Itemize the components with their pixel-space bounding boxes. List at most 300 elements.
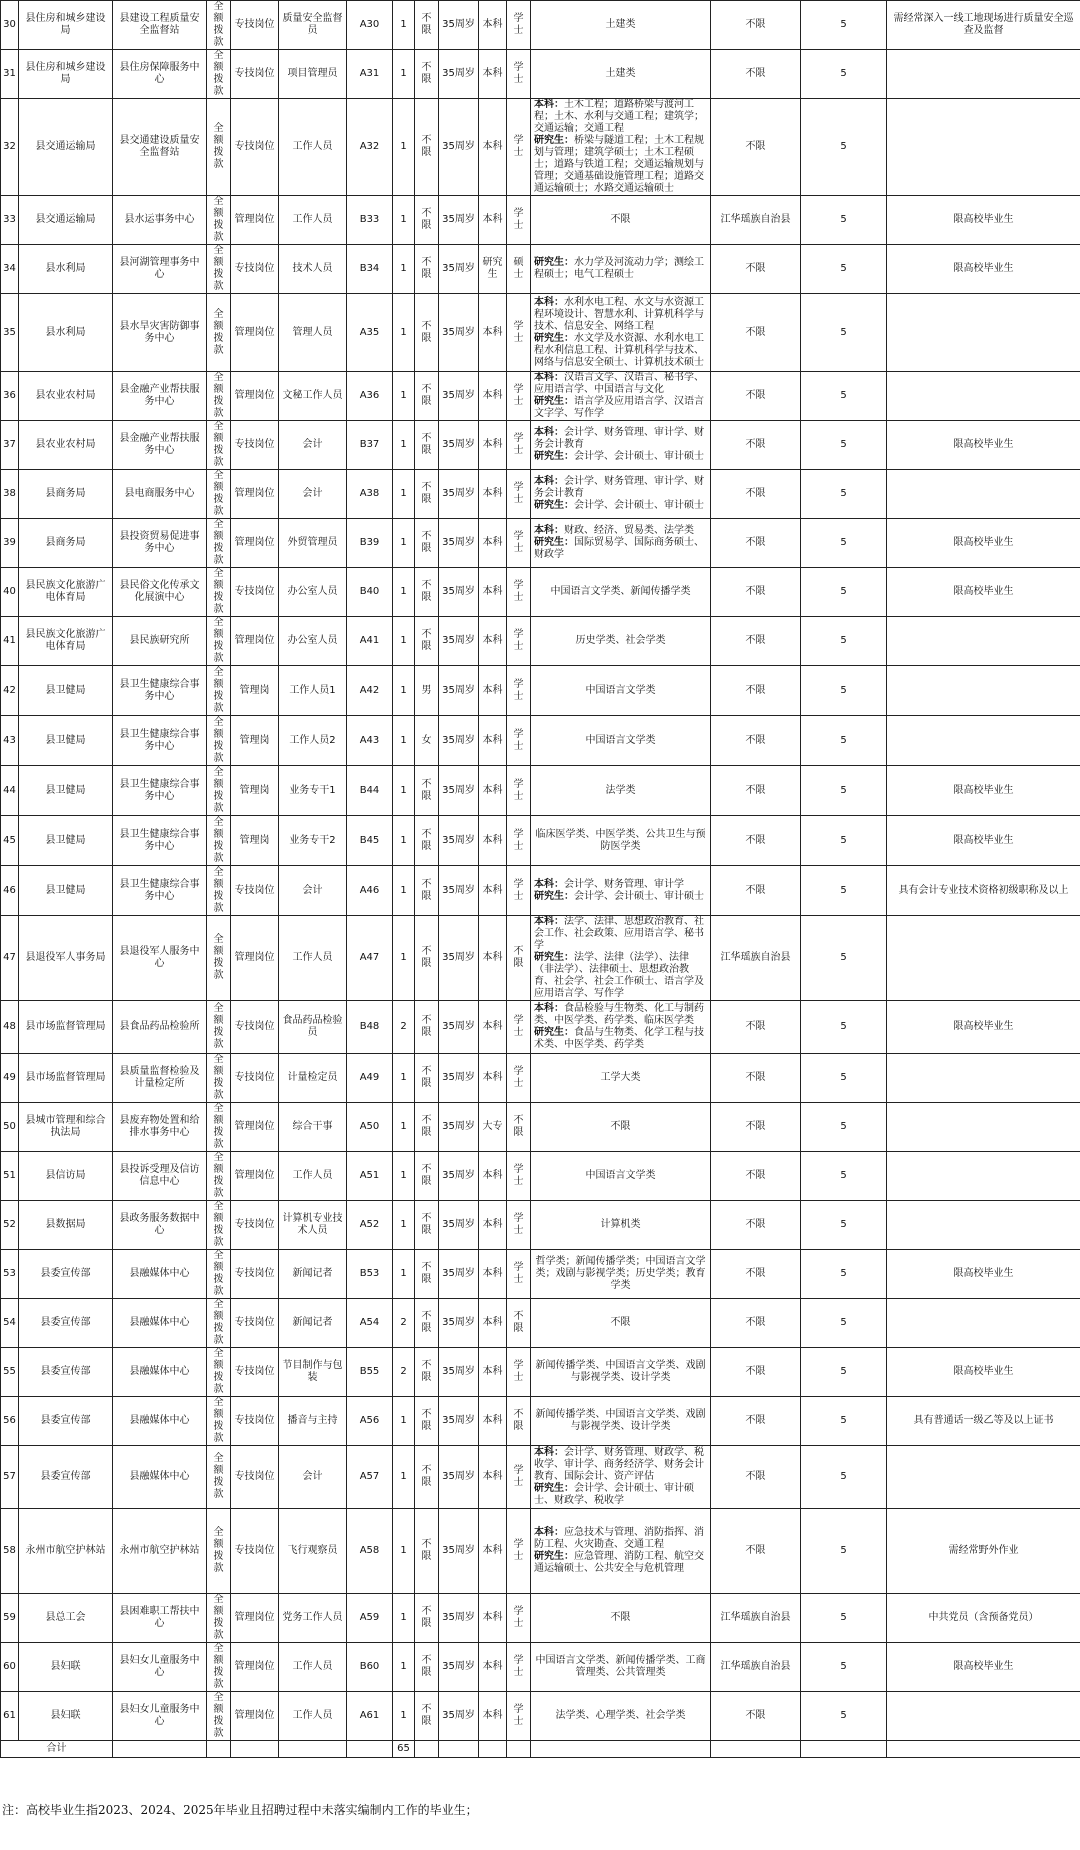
major-line-label: 研究生：	[534, 537, 574, 548]
major-line	[534, 1121, 707, 1133]
major-line	[534, 19, 707, 31]
cell-number: 35	[1, 294, 19, 372]
cell-age-limit: 35周岁	[439, 916, 479, 1001]
cell-education: 本科	[479, 1446, 507, 1509]
cell-headcount: 2	[393, 1001, 415, 1054]
major-line	[534, 735, 707, 747]
cell-post-category: 管理岗位	[231, 916, 279, 1001]
cell-ratio: 5	[801, 1299, 887, 1348]
cell-degree: 学士	[507, 50, 531, 99]
cell-age-limit: 35周岁	[439, 1692, 479, 1741]
cell-ratio: 5	[801, 470, 887, 519]
major-line-text: 桥梁与隧道工程；土木工程规划与管理；建筑学硕士；土木工程硕士；道路与铁道工程；交通运输规划与管理；交通基础设施管理工程；道路交通运输硕士；水路交通运输硕士	[534, 135, 704, 194]
major-line-label: 本科：	[534, 99, 564, 110]
cell-department: 县交通运输局	[19, 99, 113, 196]
total-cell-major	[531, 1741, 711, 1758]
cell-department: 县委宣传部	[19, 1348, 113, 1397]
cell-post-name: 业务专干2	[279, 816, 347, 866]
cell-post-code: A51	[347, 1152, 393, 1201]
cell-department: 县信访局	[19, 1152, 113, 1201]
cell-number: 46	[1, 866, 19, 916]
cell-funding-type: 全额拨款	[207, 866, 231, 916]
cell-headcount: 1	[393, 916, 415, 1001]
cell-gender: 不限	[415, 245, 439, 294]
cell-unit: 县妇女儿童服务中心	[113, 1692, 207, 1741]
cell-post-category: 专技岗位	[231, 1, 279, 50]
cell-funding-type: 全额拨款	[207, 421, 231, 470]
total-cell-other	[887, 1741, 1080, 1758]
cell-gender: 不限	[415, 1397, 439, 1446]
cell-other-requirements: 限高校毕业生	[887, 766, 1080, 816]
cell-headcount: 1	[393, 1, 415, 50]
cell-origin: 不限	[711, 1509, 801, 1594]
cell-unit: 县融媒体中心	[113, 1299, 207, 1348]
cell-gender: 不限	[415, 50, 439, 99]
cell-major	[531, 1348, 711, 1397]
cell-ratio: 5	[801, 245, 887, 294]
cell-education: 本科	[479, 1054, 507, 1103]
cell-degree: 学士	[507, 1001, 531, 1054]
cell-funding-type: 全额拨款	[207, 916, 231, 1001]
cell-ratio: 5	[801, 816, 887, 866]
cell-ratio: 5	[801, 1397, 887, 1446]
cell-major	[531, 470, 711, 519]
cell-unit: 县废弃物处置和给排水事务中心	[113, 1103, 207, 1152]
cell-post-name: 会计	[279, 470, 347, 519]
cell-education: 本科	[479, 470, 507, 519]
cell-unit: 县建设工程质量安全监督站	[113, 1, 207, 50]
major-line	[534, 1072, 707, 1084]
cell-post-name: 工作人员	[279, 916, 347, 1001]
cell-degree: 不限	[507, 1103, 531, 1152]
major-line-label: 研究生：	[534, 1551, 574, 1562]
cell-gender: 不限	[415, 1, 439, 50]
cell-unit: 县退役军人服务中心	[113, 916, 207, 1001]
cell-post-code: A49	[347, 1054, 393, 1103]
cell-department: 县住房和城乡建设局	[19, 1, 113, 50]
cell-unit: 县融媒体中心	[113, 1348, 207, 1397]
cell-origin: 不限	[711, 1250, 801, 1299]
cell-other-requirements: 中共党员（含预备党员）	[887, 1594, 1080, 1643]
cell-education: 本科	[479, 666, 507, 716]
cell-post-name: 食品药品检验员	[279, 1001, 347, 1054]
major-line	[534, 685, 707, 697]
cell-post-name: 播音与主持	[279, 1397, 347, 1446]
cell-funding-type: 全额拨款	[207, 1692, 231, 1741]
cell-headcount: 1	[393, 1054, 415, 1103]
cell-age-limit: 35周岁	[439, 1509, 479, 1594]
cell-age-limit: 35周岁	[439, 816, 479, 866]
cell-number: 44	[1, 766, 19, 816]
cell-department: 县住房和城乡建设局	[19, 50, 113, 99]
cell-gender: 不限	[415, 372, 439, 421]
total-row	[1, 1741, 1080, 1758]
major-line	[534, 879, 707, 891]
cell-education: 本科	[479, 421, 507, 470]
cell-funding-type: 全额拨款	[207, 617, 231, 666]
cell-department: 县卫健局	[19, 666, 113, 716]
cell-major	[531, 916, 711, 1001]
major-line-label: 本科：	[534, 427, 564, 438]
cell-funding-type: 全额拨款	[207, 1001, 231, 1054]
major-line-text: 哲学类；新闻传播学类；中国语言文学类；戏剧与影视学类；历史学类；教育学类	[535, 1256, 706, 1291]
cell-post-code: A36	[347, 372, 393, 421]
major-line-text: 会计学、财务管理、财政学、税收学、审计学、商务经济学、财务会计教育、国际会计、资产评估	[534, 1447, 704, 1482]
cell-department: 县数据局	[19, 1201, 113, 1250]
cell-headcount: 1	[393, 617, 415, 666]
cell-other-requirements: 需经常野外作业	[887, 1509, 1080, 1594]
cell-age-limit: 35周岁	[439, 421, 479, 470]
cell-department: 永州市航空护林站	[19, 1509, 113, 1594]
cell-other-requirements: 限高校毕业生	[887, 421, 1080, 470]
cell-origin: 不限	[711, 816, 801, 866]
major-line-text: 法学类、心理学类、社会学类	[555, 1710, 686, 1721]
cell-degree: 学士	[507, 1, 531, 50]
cell-funding-type: 全额拨款	[207, 766, 231, 816]
table-row	[1, 421, 1080, 470]
major-line	[534, 451, 707, 463]
cell-age-limit: 35周岁	[439, 568, 479, 617]
cell-department: 县市场监督管理局	[19, 1054, 113, 1103]
cell-post-category: 管理岗位	[231, 617, 279, 666]
cell-origin: 江华瑶族自治县	[711, 1643, 801, 1692]
cell-post-code: B55	[347, 1348, 393, 1397]
cell-post-code: A31	[347, 50, 393, 99]
cell-number: 40	[1, 568, 19, 617]
major-line-label: 本科：	[534, 1003, 564, 1014]
cell-post-name: 工作人员	[279, 1152, 347, 1201]
cell-post-category: 专技岗位	[231, 1509, 279, 1594]
cell-origin: 江华瑶族自治县	[711, 1594, 801, 1643]
cell-origin: 不限	[711, 1201, 801, 1250]
cell-degree: 学士	[507, 1201, 531, 1250]
cell-major	[531, 421, 711, 470]
cell-headcount: 1	[393, 421, 415, 470]
cell-funding-type: 全额拨款	[207, 666, 231, 716]
cell-ratio: 5	[801, 1692, 887, 1741]
cell-funding-type: 全额拨款	[207, 470, 231, 519]
cell-other-requirements	[887, 1299, 1080, 1348]
major-line-text: 不限	[610, 1121, 631, 1132]
cell-unit: 县民俗文化传承文化展演中心	[113, 568, 207, 617]
cell-department: 县商务局	[19, 470, 113, 519]
cell-post-category: 管理岗	[231, 766, 279, 816]
cell-post-code: B39	[347, 519, 393, 568]
cell-post-name: 工作人员	[279, 196, 347, 245]
cell-post-category: 管理岗位	[231, 372, 279, 421]
major-line-label: 研究生：	[534, 257, 574, 268]
cell-funding-type: 全额拨款	[207, 1103, 231, 1152]
major-line	[534, 829, 707, 853]
total-cell-fund	[207, 1741, 231, 1758]
cell-post-category: 专技岗位	[231, 1001, 279, 1054]
cell-department: 县妇联	[19, 1692, 113, 1741]
cell-post-name: 节目制作与包装	[279, 1348, 347, 1397]
cell-major	[531, 1054, 711, 1103]
table-row	[1, 1446, 1080, 1509]
major-line-label: 研究生：	[534, 135, 574, 146]
cell-post-category: 专技岗位	[231, 1348, 279, 1397]
cell-funding-type: 全额拨款	[207, 1250, 231, 1299]
cell-headcount: 1	[393, 1509, 415, 1594]
cell-number: 37	[1, 421, 19, 470]
cell-unit: 县卫生健康综合事务中心	[113, 816, 207, 866]
cell-education: 本科	[479, 50, 507, 99]
cell-education: 本科	[479, 1509, 507, 1594]
major-line	[534, 1003, 707, 1027]
major-line-label: 本科：	[534, 296, 564, 308]
table-row	[1, 666, 1080, 716]
major-line-text: 会计学、财务管理、审计学、财务会计教育	[534, 427, 704, 450]
cell-unit: 县卫生健康综合事务中心	[113, 666, 207, 716]
cell-other-requirements	[887, 1103, 1080, 1152]
major-line-text: 汉语言文学、汉语言、秘书学、应用语言学、中国语言与文化	[534, 372, 704, 395]
major-line-text: 水文学及水资源、水利水电工程水利信息工程、计算机科学与技术、网络与信息安全硕士、计算机技术硕士	[534, 332, 704, 368]
major-line-text: 土建类	[605, 19, 636, 30]
cell-major	[531, 816, 711, 866]
cell-number: 34	[1, 245, 19, 294]
cell-post-category: 专技岗位	[231, 50, 279, 99]
cell-gender: 不限	[415, 1250, 439, 1299]
cell-major	[531, 1397, 711, 1446]
cell-education: 研究生	[479, 245, 507, 294]
cell-age-limit: 35周岁	[439, 666, 479, 716]
major-line	[534, 537, 707, 561]
cell-age-limit: 35周岁	[439, 50, 479, 99]
cell-major	[531, 1250, 711, 1299]
cell-headcount: 1	[393, 1152, 415, 1201]
cell-post-name: 综合干事	[279, 1103, 347, 1152]
cell-gender: 男	[415, 666, 439, 716]
cell-degree: 学士	[507, 421, 531, 470]
cell-headcount: 1	[393, 245, 415, 294]
major-line-label: 研究生：	[534, 890, 574, 902]
major-line-text: 应急技术与管理、消防指挥、消防工程、火灾勘查、交通工程	[534, 1527, 704, 1550]
cell-headcount: 1	[393, 1446, 415, 1509]
cell-major	[531, 1643, 711, 1692]
table-row	[1, 1054, 1080, 1103]
major-line-text: 法学、法律、思想政治教育、社会工作、社会政策、应用语言学、秘书学	[534, 916, 704, 951]
cell-post-code: B37	[347, 421, 393, 470]
cell-gender: 不限	[415, 766, 439, 816]
cell-headcount: 1	[393, 196, 415, 245]
cell-department: 县委宣传部	[19, 1446, 113, 1509]
cell-ratio: 5	[801, 766, 887, 816]
cell-degree: 学士	[507, 1643, 531, 1692]
cell-post-code: A38	[347, 470, 393, 519]
cell-age-limit: 35周岁	[439, 1594, 479, 1643]
major-line	[534, 1027, 707, 1051]
cell-funding-type: 全额拨款	[207, 716, 231, 766]
cell-post-name: 工作人员2	[279, 716, 347, 766]
cell-ratio: 5	[801, 568, 887, 617]
cell-origin: 不限	[711, 766, 801, 816]
cell-age-limit: 35周岁	[439, 372, 479, 421]
cell-funding-type: 全额拨款	[207, 245, 231, 294]
cell-funding-type: 全额拨款	[207, 519, 231, 568]
cell-post-code: A50	[347, 1103, 393, 1152]
total-cell-ptype	[231, 1741, 279, 1758]
cell-other-requirements	[887, 372, 1080, 421]
cell-origin: 不限	[711, 1001, 801, 1054]
cell-post-code: B60	[347, 1643, 393, 1692]
cell-other-requirements	[887, 666, 1080, 716]
cell-post-name: 文秘工作人员	[279, 372, 347, 421]
cell-origin: 不限	[711, 1054, 801, 1103]
major-line-text: 临床医学类、中医学类、公共卫生与预防医学类	[535, 828, 706, 852]
major-line-text: 中国语言文学类	[585, 734, 656, 746]
cell-headcount: 1	[393, 568, 415, 617]
cell-headcount: 1	[393, 1594, 415, 1643]
cell-post-name: 工作人员	[279, 1692, 347, 1741]
table-row	[1, 1001, 1080, 1054]
cell-post-category: 专技岗位	[231, 1201, 279, 1250]
major-line-label: 研究生：	[534, 1483, 574, 1494]
cell-degree: 学士	[507, 1348, 531, 1397]
cell-major	[531, 1201, 711, 1250]
major-line-text: 法学、法律（法学）、法律（非法学）、法律硕士、思想政治教育、社会学、社会工作硕士、语言学及应用语言学、写作学	[534, 952, 704, 999]
major-line	[534, 333, 707, 369]
cell-age-limit: 35周岁	[439, 866, 479, 916]
cell-major	[531, 568, 711, 617]
major-line	[534, 396, 707, 420]
cell-department: 县卫健局	[19, 866, 113, 916]
cell-headcount: 2	[393, 1299, 415, 1348]
cell-headcount: 1	[393, 1643, 415, 1692]
cell-post-code: B53	[347, 1250, 393, 1299]
cell-major	[531, 716, 711, 766]
cell-post-name: 计算机专业技术人员	[279, 1201, 347, 1250]
cell-degree: 学士	[507, 1509, 531, 1594]
cell-headcount: 1	[393, 1250, 415, 1299]
cell-other-requirements	[887, 1692, 1080, 1741]
cell-other-requirements: 限高校毕业生	[887, 1001, 1080, 1054]
major-line	[534, 372, 707, 396]
cell-gender: 不限	[415, 816, 439, 866]
cell-gender: 不限	[415, 1201, 439, 1250]
cell-major	[531, 519, 711, 568]
cell-gender: 不限	[415, 1054, 439, 1103]
major-line	[534, 257, 707, 281]
cell-post-name: 办公室人员	[279, 617, 347, 666]
major-line	[534, 135, 707, 195]
cell-ratio: 5	[801, 1103, 887, 1152]
major-line-text: 会计学、会计硕士、审计硕士	[574, 500, 704, 511]
major-line	[534, 1655, 707, 1679]
major-line-text: 土木工程；道路桥梁与渡河工程；土木、水利与交通工程；建筑学；交通运输；交通工程	[534, 99, 704, 134]
cell-degree: 不限	[507, 916, 531, 1001]
cell-other-requirements	[887, 1446, 1080, 1509]
cell-education: 本科	[479, 1152, 507, 1201]
cell-unit: 县河湖管理事务中心	[113, 245, 207, 294]
table-row	[1, 245, 1080, 294]
cell-post-name: 工作人员	[279, 1643, 347, 1692]
major-line	[534, 916, 707, 952]
cell-ratio: 5	[801, 1446, 887, 1509]
cell-education: 本科	[479, 196, 507, 245]
cell-gender: 不限	[415, 421, 439, 470]
major-line-label: 研究生：	[534, 396, 574, 407]
total-section	[1, 1741, 1080, 1758]
cell-number: 50	[1, 1103, 19, 1152]
cell-degree: 硕士	[507, 245, 531, 294]
cell-department: 县总工会	[19, 1594, 113, 1643]
cell-other-requirements: 具有会计专业技术资格初级职称及以上	[887, 866, 1080, 916]
table-row	[1, 50, 1080, 99]
cell-department: 县卫健局	[19, 816, 113, 866]
major-line-text: 新闻传播学类、中国语言文学类、戏剧与影视学类、设计学类	[535, 1360, 706, 1383]
cell-major	[531, 766, 711, 816]
cell-post-code: B34	[347, 245, 393, 294]
cell-headcount: 1	[393, 1103, 415, 1152]
major-line-label: 本科：	[534, 525, 564, 536]
cell-other-requirements	[887, 916, 1080, 1001]
major-line	[534, 1447, 707, 1483]
cell-ratio: 5	[801, 50, 887, 99]
cell-ratio: 5	[801, 421, 887, 470]
major-line-label: 本科：	[534, 1527, 564, 1538]
table-row	[1, 1103, 1080, 1152]
cell-ratio: 5	[801, 99, 887, 196]
major-line	[534, 297, 707, 333]
cell-major	[531, 1509, 711, 1594]
total-label: 合计	[1, 1741, 113, 1758]
cell-department: 县卫健局	[19, 766, 113, 816]
cell-education: 本科	[479, 1348, 507, 1397]
cell-funding-type: 全额拨款	[207, 1446, 231, 1509]
major-line-label: 本科：	[534, 372, 564, 383]
cell-other-requirements: 限高校毕业生	[887, 1348, 1080, 1397]
cell-gender: 不限	[415, 617, 439, 666]
cell-post-code: A35	[347, 294, 393, 372]
major-line	[534, 99, 707, 135]
cell-department: 县委宣传部	[19, 1397, 113, 1446]
cell-funding-type: 全额拨款	[207, 1397, 231, 1446]
cell-degree: 学士	[507, 372, 531, 421]
major-line-text: 计算机类	[600, 1219, 641, 1230]
cell-origin: 不限	[711, 1692, 801, 1741]
major-line	[534, 500, 707, 512]
cell-number: 61	[1, 1692, 19, 1741]
cell-ratio: 5	[801, 666, 887, 716]
cell-origin: 江华瑶族自治县	[711, 196, 801, 245]
cell-number: 32	[1, 99, 19, 196]
cell-age-limit: 35周岁	[439, 245, 479, 294]
cell-post-category: 专技岗位	[231, 1397, 279, 1446]
cell-unit: 县困难职工帮扶中心	[113, 1594, 207, 1643]
cell-number: 30	[1, 1, 19, 50]
cell-post-name: 计量检定员	[279, 1054, 347, 1103]
cell-post-category: 专技岗位	[231, 99, 279, 196]
major-line	[534, 1360, 707, 1384]
major-line-label: 本科：	[534, 476, 564, 487]
cell-post-code: B48	[347, 1001, 393, 1054]
cell-other-requirements	[887, 99, 1080, 196]
major-line-text: 不限	[610, 214, 631, 225]
cell-ratio: 5	[801, 1152, 887, 1201]
cell-number: 59	[1, 1594, 19, 1643]
cell-number: 49	[1, 1054, 19, 1103]
table-body	[1, 1, 1080, 1741]
cell-department: 县卫健局	[19, 716, 113, 766]
cell-funding-type: 全额拨款	[207, 1348, 231, 1397]
cell-headcount: 1	[393, 816, 415, 866]
cell-other-requirements: 限高校毕业生	[887, 519, 1080, 568]
cell-unit: 县卫生健康综合事务中心	[113, 716, 207, 766]
cell-origin: 不限	[711, 1397, 801, 1446]
cell-major	[531, 372, 711, 421]
cell-number: 53	[1, 1250, 19, 1299]
